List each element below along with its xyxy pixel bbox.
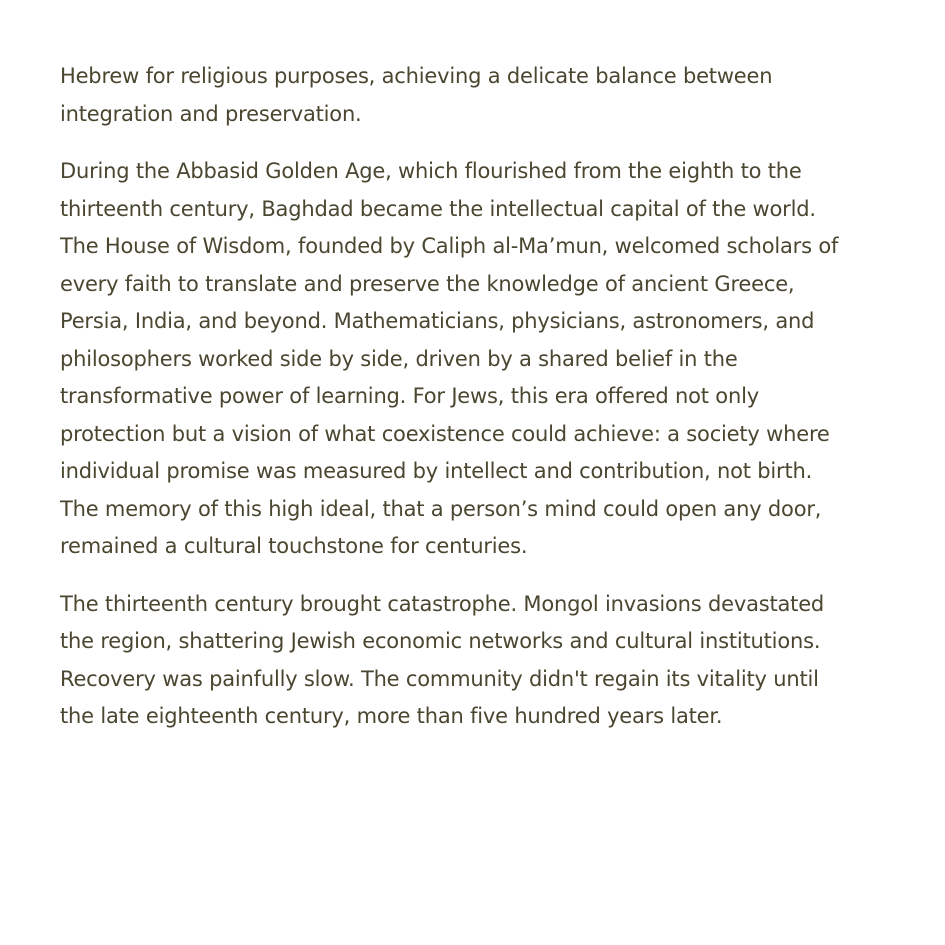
paragraph-line: integration and preservation.	[60, 101, 362, 126]
paragraph-line: transformative power of learning. For Jews, this era offered not only	[60, 384, 759, 408]
paragraph-line: the region, shattering Jewish economic networks and cultural institutions.	[60, 629, 821, 653]
paragraph-line: Hebrew for religious purposes, achieving a delicate balance between	[60, 64, 773, 88]
paragraph-line: philosophers worked side by side, driven by a shared belief in the	[60, 346, 738, 371]
paragraph-line: Persia, India, and beyond. Mathematicians, physicians, astronomers, and	[60, 309, 815, 333]
paragraph-line: the late eighteenth century, more than five hundred years later.	[60, 704, 723, 728]
paragraph-2	[60, 153, 910, 566]
paragraph-line: The thirteenth century brought catastrophe. Mongol invasions devastated	[60, 591, 825, 616]
document-page	[60, 58, 910, 756]
paragraph-line: During the Abbasid Golden Age, which flourished from the eighth to the	[60, 159, 802, 183]
paragraph-line: Recovery was painfully slow. The community didn't regain its vitality until	[60, 666, 819, 691]
paragraph-line: individual promise was measured by intellect and contribution, not birth.	[60, 459, 813, 483]
paragraph-line: remained a cultural touchstone for centuries.	[60, 534, 528, 558]
paragraph-line: The House of Wisdom, founded by Caliph al-Ma’mun, welcomed scholars of	[60, 234, 839, 258]
paragraph-line: every faith to translate and preserve the knowledge of ancient Greece,	[60, 271, 795, 296]
paragraph-line: The memory of this high ideal, that a person’s mind could open any door,	[60, 496, 822, 521]
paragraph-1	[60, 58, 910, 133]
paragraph-line: protection but a vision of what coexistence could achieve: a society where	[60, 421, 830, 446]
paragraph-3	[60, 586, 910, 736]
paragraph-line: thirteenth century, Baghdad became the intellectual capital of the world.	[60, 196, 816, 221]
